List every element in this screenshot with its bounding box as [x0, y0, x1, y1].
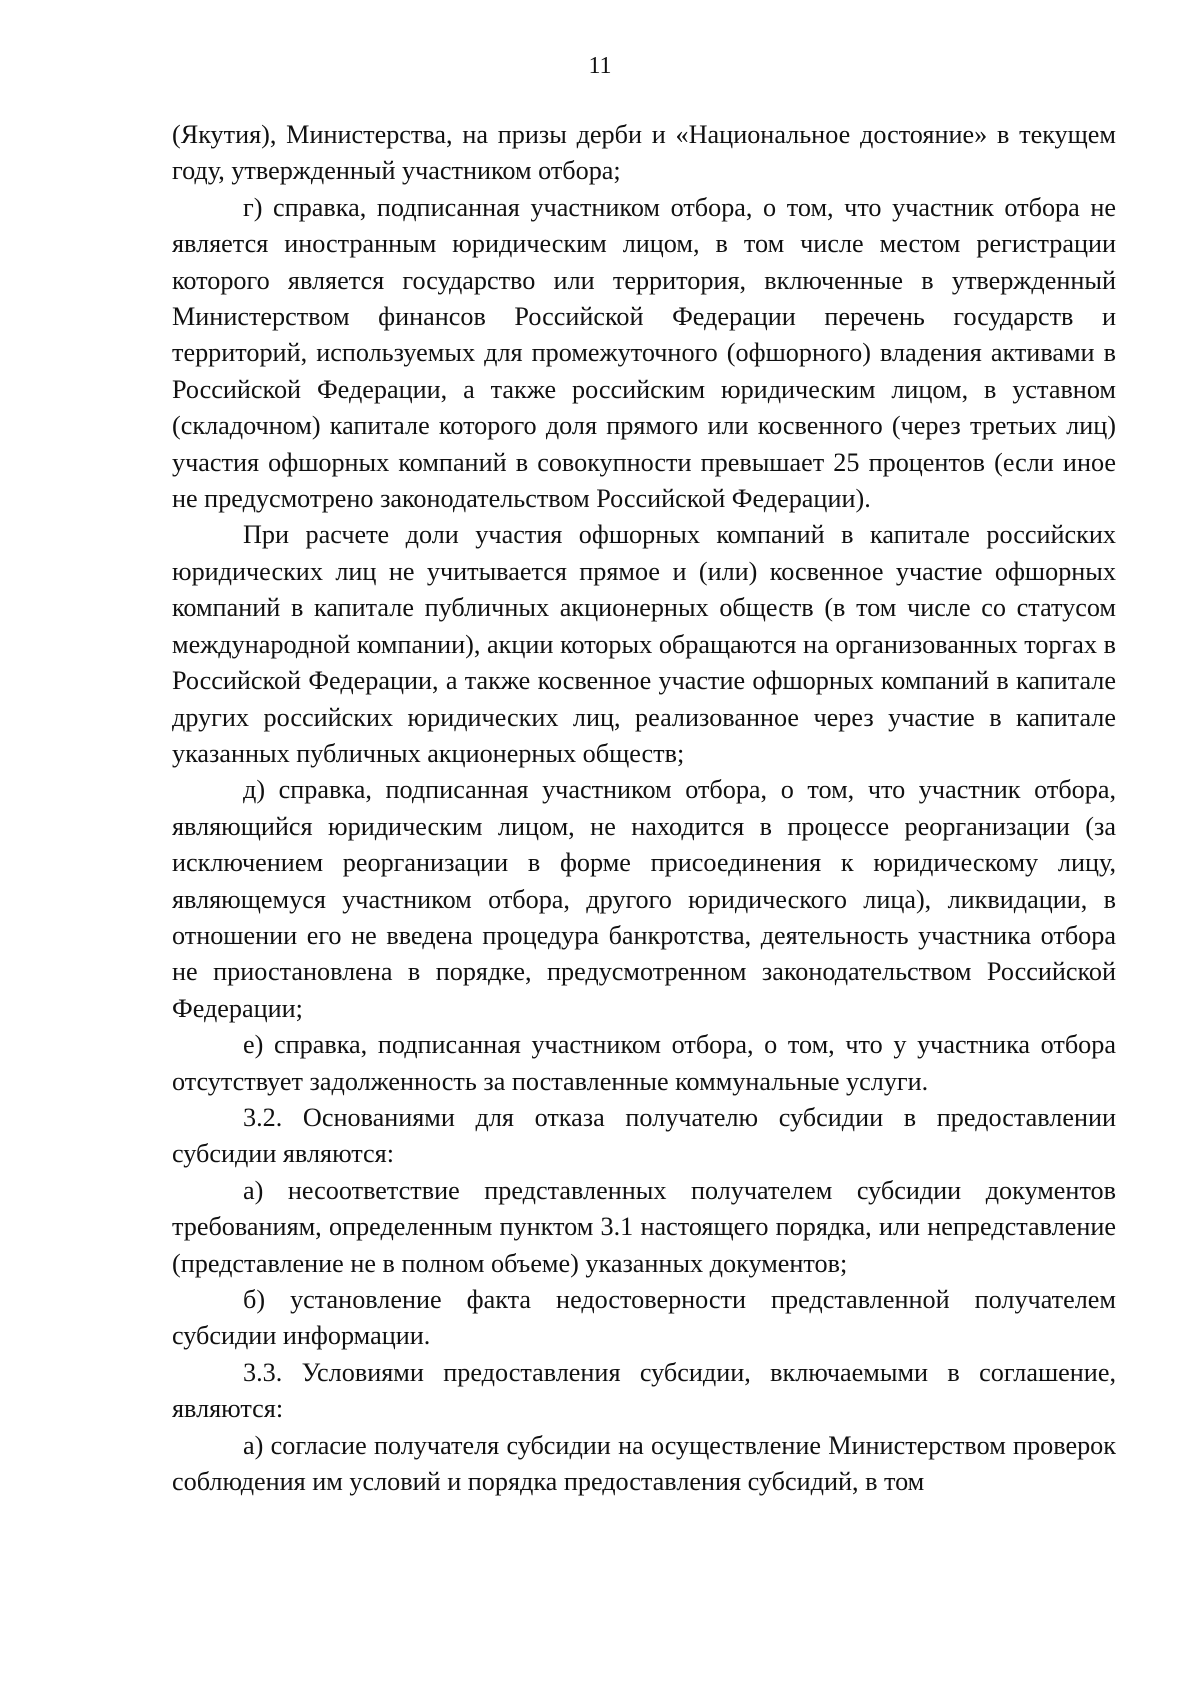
paragraph-section-3-2: 3.2. Основаниями для отказа получателю субсидии в предоставлении субсидии являются:	[172, 1102, 1116, 1169]
paragraph-continuation: (Якутия), Министерства, на призы дерби и «Национальное достояние» в текущем году, утвержденный участником отбора;	[172, 120, 1116, 186]
paragraph-3-3-item-a: а) согласие получателя субсидии на осуществление Министерством проверок соблюдения им условий и порядка предоставления субсидий, в том	[172, 1430, 1116, 1497]
paragraph-3-2-item-a: а) несоответствие представленных получателем субсидии документов требованиям, определенным пунктом 3.1 настоящего порядка, или непредставление (представление не в полном объеме) указанных документов;	[172, 1175, 1116, 1278]
paragraph-section-3-3: 3.3. Условиями предоставления субсидии, включаемыми в соглашение, являются:	[172, 1357, 1116, 1424]
paragraph-item-d: д) справка, подписанная участником отбора, о том, что участник отбора, являющийся юридическим лицом, не находится в процессе реорганизации (за исключением реорганизации в форме присоединения к юридическому лицу, являющемуся участником отбора, другого юридического лица), ликвидации, в отношении его не введена процедура банкротства, деятельность участника отбора не приостановлена в порядке, предусмотренном законодательством Российской Федерации;	[172, 775, 1116, 1023]
page-number: 11	[588, 53, 612, 79]
paragraph-3-2-item-b: б) установление факта недостоверности представленной получателем субсидии информации.	[172, 1285, 1116, 1351]
document-body	[172, 117, 1116, 1500]
paragraph-item-g: г) справка, подписанная участником отбора, о том, что участник отбора не является иностранным юридическим лицом, в том числе местом регистрации которого является государство или территория, включенные в утвержденный Министерством финансов Российской Федерации перечень государств и территорий, используемых для промежуточного (офшорного) владения активами в Российской Федерации, а также российским юридическим лицом, в уставном (складочном) капитале которого доля прямого или косвенного (через третьих лиц) участия офшорных компаний в совокупности превышает 25 процентов (если иное не предусмотрено законодательством Российской Федерации).	[172, 192, 1116, 514]
paragraph-item-e: е) справка, подписанная участником отбора, о том, что у участника отбора отсутствует задолженность за поставленные коммунальные услуги.	[172, 1030, 1116, 1096]
paragraph-offshore-calculation: При расчете доли участия офшорных компаний в капитале российских юридических лиц не учитывается прямое и (или) косвенное участие офшорных компаний в капитале публичных акционерных обществ (в том числе со статусом международной компании), акции которых обращаются на организованных торгах в Российской Федерации, а также косвенное участие офшорных компаний в капитале других российских юридических лиц, реализованное через участие в капитале указанных публичных акционерных обществ;	[172, 520, 1116, 768]
